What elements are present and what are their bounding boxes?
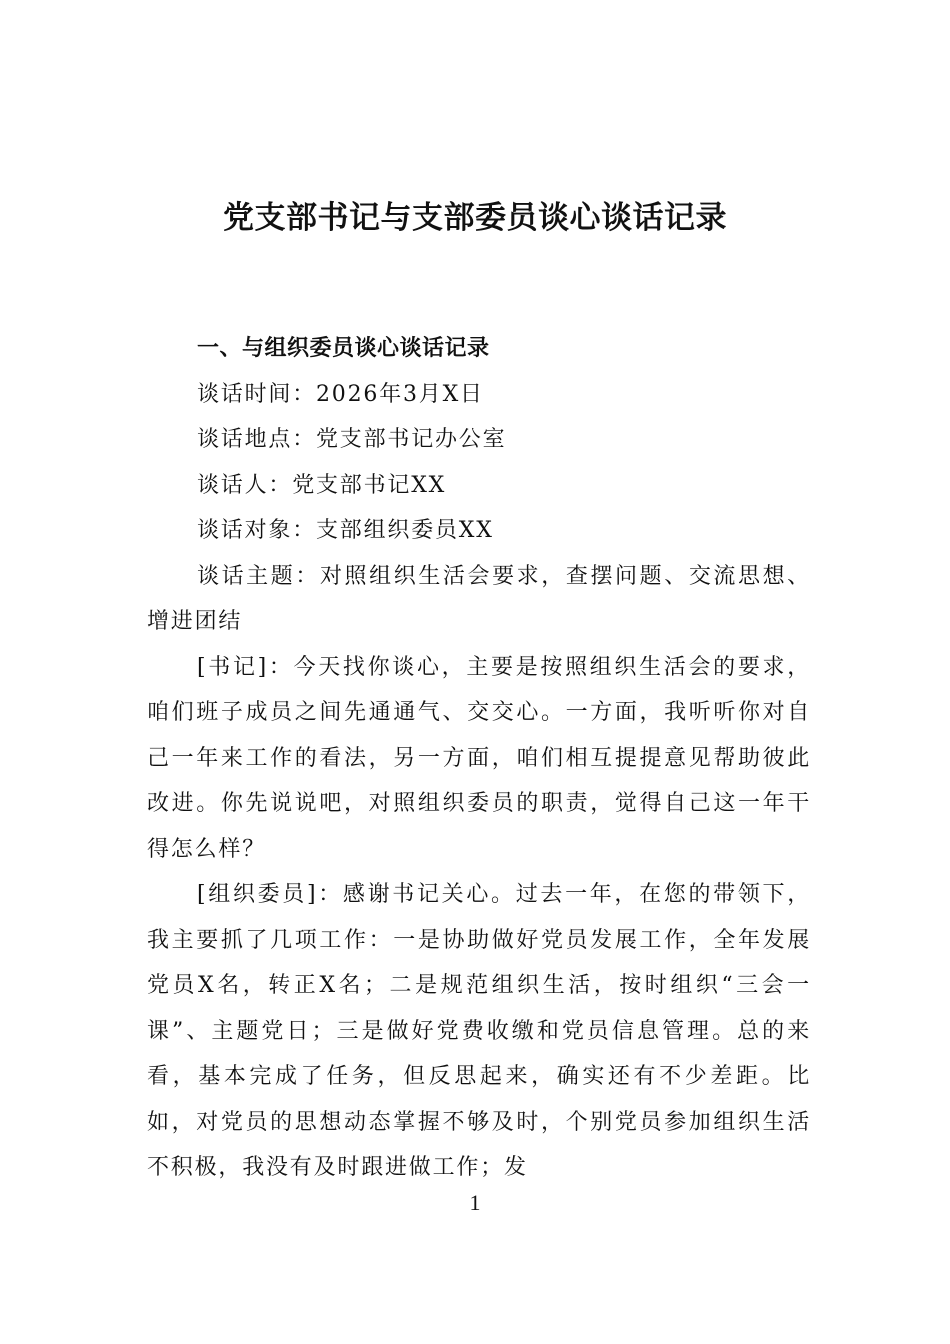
paragraph-secretary: [书记]：今天找你谈心，主要是按照组织生活会的要求，咱们班子成员之间先通通气、交交心。一方面，我听听你对自己一年来工作的看法，另一方面，咱们相互提提意见帮助彼此改进。你先说说吧，对照组织委员的职责，觉得自己这一年干得怎么样？ bbox=[147, 654, 811, 862]
meta-time: 谈话时间：2026年3月X日 bbox=[197, 381, 484, 407]
meta-topic: 谈话主题：对照组织生活会要求，查摆问题、交流思想、增进团结 bbox=[147, 563, 811, 634]
meta-target: 谈话对象：支部组织委员XX bbox=[197, 518, 494, 543]
section-heading: 一、与组织委员谈心谈话记录 bbox=[197, 336, 490, 361]
document-body bbox=[147, 326, 811, 1191]
meta-speaker: 谈话人：党支部书记XX bbox=[197, 472, 447, 498]
page-number: 1 bbox=[469, 1190, 481, 1215]
meta-place: 谈话地点：党支部书记办公室 bbox=[197, 427, 507, 452]
document-title: 党支部书记与支部委员谈心谈话记录 bbox=[223, 200, 727, 236]
paragraph-organization-member: [组织委员]：感谢书记关心。过去一年，在您的带领下，我主要抓了几项工作：一是协助做好党员发展工作，全年发展党员X名，转正X名；二是规范组织生活，按时组织“三会一课”、主题党日；三是做好党费收缴和党员信息管理。总的来看，基本完成了任务，但反思起来，确实还有不少差距。比如，对党员的思想动态掌握不够及时，个别党员参加组织生活不积极，我没有及时跟进做工作；发 bbox=[147, 882, 811, 1180]
